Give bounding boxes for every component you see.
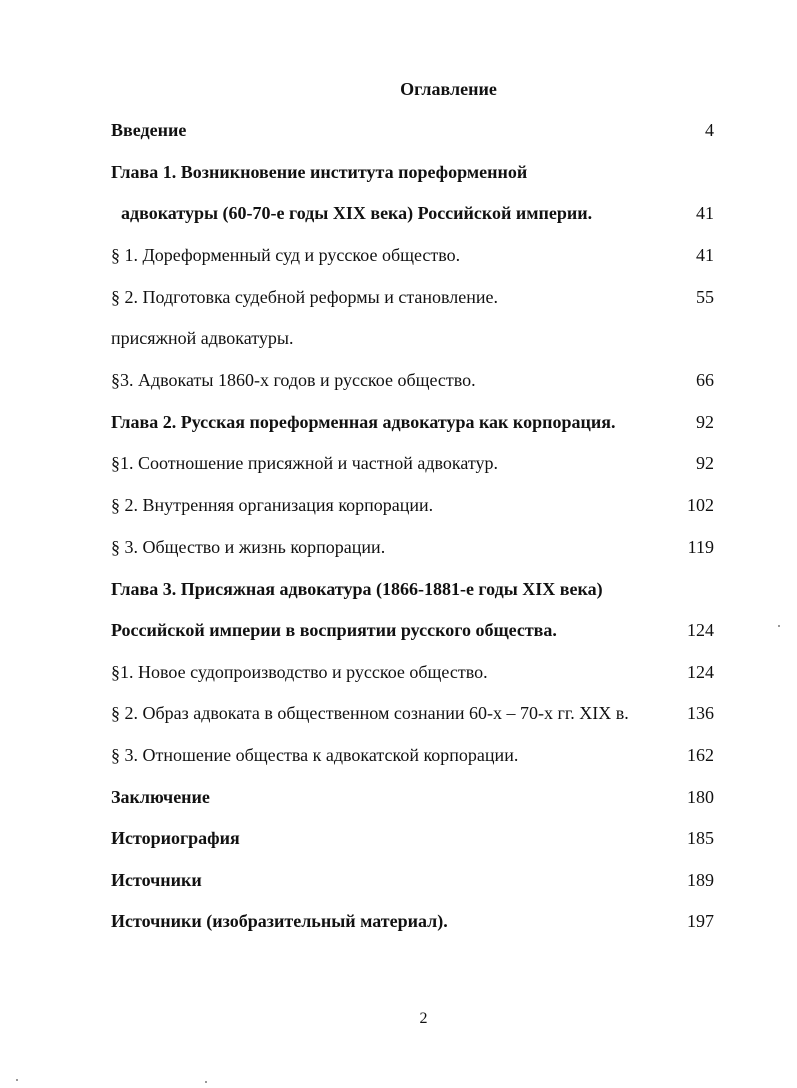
toc-page-number: 136 xyxy=(687,703,714,723)
toc-entry-chapter-3-line-1: Глава 3. Присяжная адвокатура (1866-1881-е годы XIX века) xyxy=(111,579,603,599)
toc-page-number: 102 xyxy=(687,495,714,515)
toc-page-number: 124 xyxy=(687,620,714,640)
toc-page-number: 180 xyxy=(687,787,714,807)
toc-entry-section-2-1: §1. Соотношение присяжной и частной адвокатур. xyxy=(111,453,499,473)
toc-entry-section-1-2-cont: присяжной адвокатуры. xyxy=(111,328,294,348)
toc-entry-section-1-3: §3. Адвокаты 1860-х годов и русское общество. xyxy=(111,370,476,390)
toc-entry-section-1-1: § 1. Дореформенный суд и русское общество. xyxy=(111,245,461,265)
toc-entry-section-3-2: § 2. Образ адвоката в общественном сознании 60-х – 70-х гг. XIX в. xyxy=(111,703,629,723)
toc-page-number: 66 xyxy=(696,370,714,390)
toc-entry-section-2-3: § 3. Общество и жизнь корпорации. xyxy=(111,537,386,557)
toc-entry-conclusion: Заключение xyxy=(111,787,210,807)
toc-entry-chapter-1-line-1: Глава 1. Возникновение института пореформенной xyxy=(111,162,528,182)
toc-page-number: 41 xyxy=(696,203,714,223)
toc-entry-chapter-3-line-2: Российской империи в восприятии русского общества. xyxy=(111,620,557,640)
toc-entry-sources: Источники xyxy=(111,870,202,890)
toc-entry-introduction: Введение xyxy=(111,120,187,140)
toc-entry-sources-visual: Источники (изобразительный материал). xyxy=(111,911,448,931)
toc-entry-section-3-1: §1. Новое судопроизводство и русское общество. xyxy=(111,662,488,682)
page-title: Оглавление xyxy=(400,79,497,99)
toc-entry-section-2-2: § 2. Внутренняя организация корпорации. xyxy=(111,495,434,515)
toc-page-number: 55 xyxy=(696,287,714,307)
toc-entry-section-3-3: § 3. Отношение общества к адвокатской корпорации. xyxy=(111,745,519,765)
toc-page-number: 4 xyxy=(705,120,714,140)
toc-page-number: 41 xyxy=(696,245,714,265)
scan-speck xyxy=(205,1081,207,1083)
toc-entry-historiography: Историография xyxy=(111,828,240,848)
toc-page-number: 162 xyxy=(687,745,714,765)
scan-speck xyxy=(16,1079,18,1081)
toc-entry-chapter-1-line-2: адвокатуры (60-70-е годы XIX века) Российской империи. xyxy=(121,203,593,223)
toc-page-number: 124 xyxy=(687,662,714,682)
toc-page-number: 92 xyxy=(696,453,714,473)
toc-page-number: 189 xyxy=(687,870,714,890)
toc-page-number: 119 xyxy=(687,537,714,557)
toc-page-number: 185 xyxy=(687,828,714,848)
toc-entry-chapter-2: Глава 2. Русская пореформенная адвокатура как корпорация. xyxy=(111,412,616,432)
scan-speck xyxy=(778,625,780,627)
toc-page-number: 197 xyxy=(687,911,714,931)
page-number: 2 xyxy=(419,1010,428,1027)
toc-entry-section-1-2: § 2. Подготовка судебной реформы и становление. xyxy=(111,287,499,307)
toc-page-number: 92 xyxy=(696,412,714,432)
